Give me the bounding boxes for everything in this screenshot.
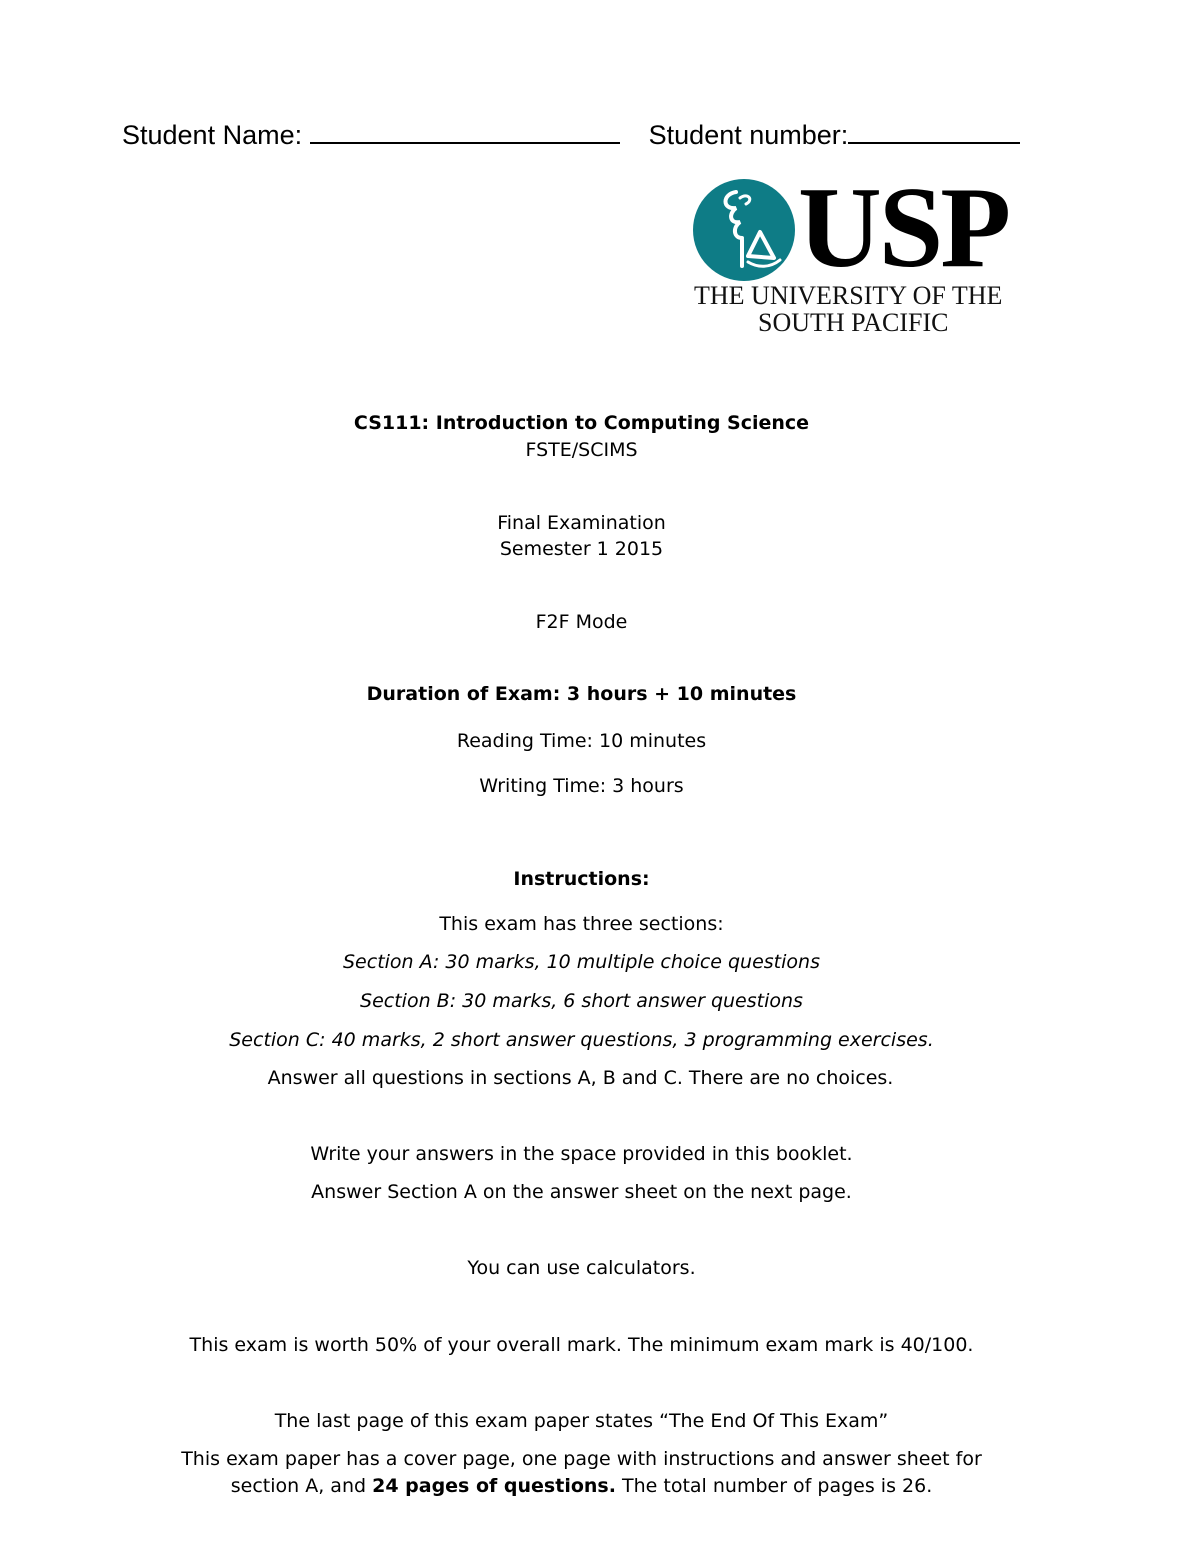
exam-semester: Semester 1 2015 xyxy=(499,538,664,560)
logo-name-line1: THE UNIVERSITY OF THE xyxy=(694,281,1003,310)
exam-worth-note: This exam is worth 50% of your overall mark. The minimum exam mark is 40/100. xyxy=(189,1334,974,1356)
logo-acronym: USP xyxy=(798,164,1009,292)
section-a-info: Section A: 30 marks, 10 multiple choice questions xyxy=(343,951,820,973)
pages-note-question-count: 24 pages of questions. xyxy=(372,1475,616,1497)
pages-note-text-a: section A, and xyxy=(230,1475,367,1497)
pages-note-total: The total number of pages is 26. xyxy=(622,1475,933,1497)
answer-all-instruction: Answer all questions in sections A, B and C. There are no choices. xyxy=(267,1067,894,1089)
write-answers-instruction: Write your answers in the space provided in this booklet. xyxy=(310,1143,853,1165)
course-title: CS111: Introduction to Computing Science xyxy=(353,412,810,434)
writing-time: Writing Time: 3 hours xyxy=(479,775,684,797)
exam-mode: F2F Mode xyxy=(535,611,628,633)
calculators-note: You can use calculators. xyxy=(467,1257,696,1279)
last-page-note: The last page of this exam paper states “The End Of This Exam” xyxy=(274,1410,889,1432)
usp-logo xyxy=(692,164,1044,338)
usp-emblem-icon xyxy=(692,178,796,282)
instructions-heading: Instructions: xyxy=(513,868,650,890)
course-faculty: FSTE/SCIMS xyxy=(525,439,638,461)
student-number-field[interactable] xyxy=(848,116,1020,144)
student-name-field[interactable] xyxy=(310,116,620,144)
logo-name-line2: SOUTH PACIFIC xyxy=(758,308,949,337)
section-b-info: Section B: 30 marks, 6 short answer questions xyxy=(360,990,803,1012)
student-number-label: Student number: xyxy=(648,120,849,150)
pages-note-line2 xyxy=(0,1475,1163,1497)
student-name-label: Student Name: xyxy=(122,120,303,150)
exam-type: Final Examination xyxy=(497,512,666,534)
exam-duration: Duration of Exam: 3 hours + 10 minutes xyxy=(366,683,797,705)
answer-section-a-instruction: Answer Section A on the answer sheet on the next page. xyxy=(311,1181,852,1203)
reading-time: Reading Time: 10 minutes xyxy=(456,730,707,752)
student-info-header xyxy=(122,116,1042,151)
section-c-info: Section C: 40 marks, 2 short answer questions, 3 programming exercises. xyxy=(229,1029,934,1051)
pages-note-line1: This exam paper has a cover page, one page with instructions and answer sheet for xyxy=(181,1448,982,1470)
sections-intro: This exam has three sections: xyxy=(439,913,724,935)
